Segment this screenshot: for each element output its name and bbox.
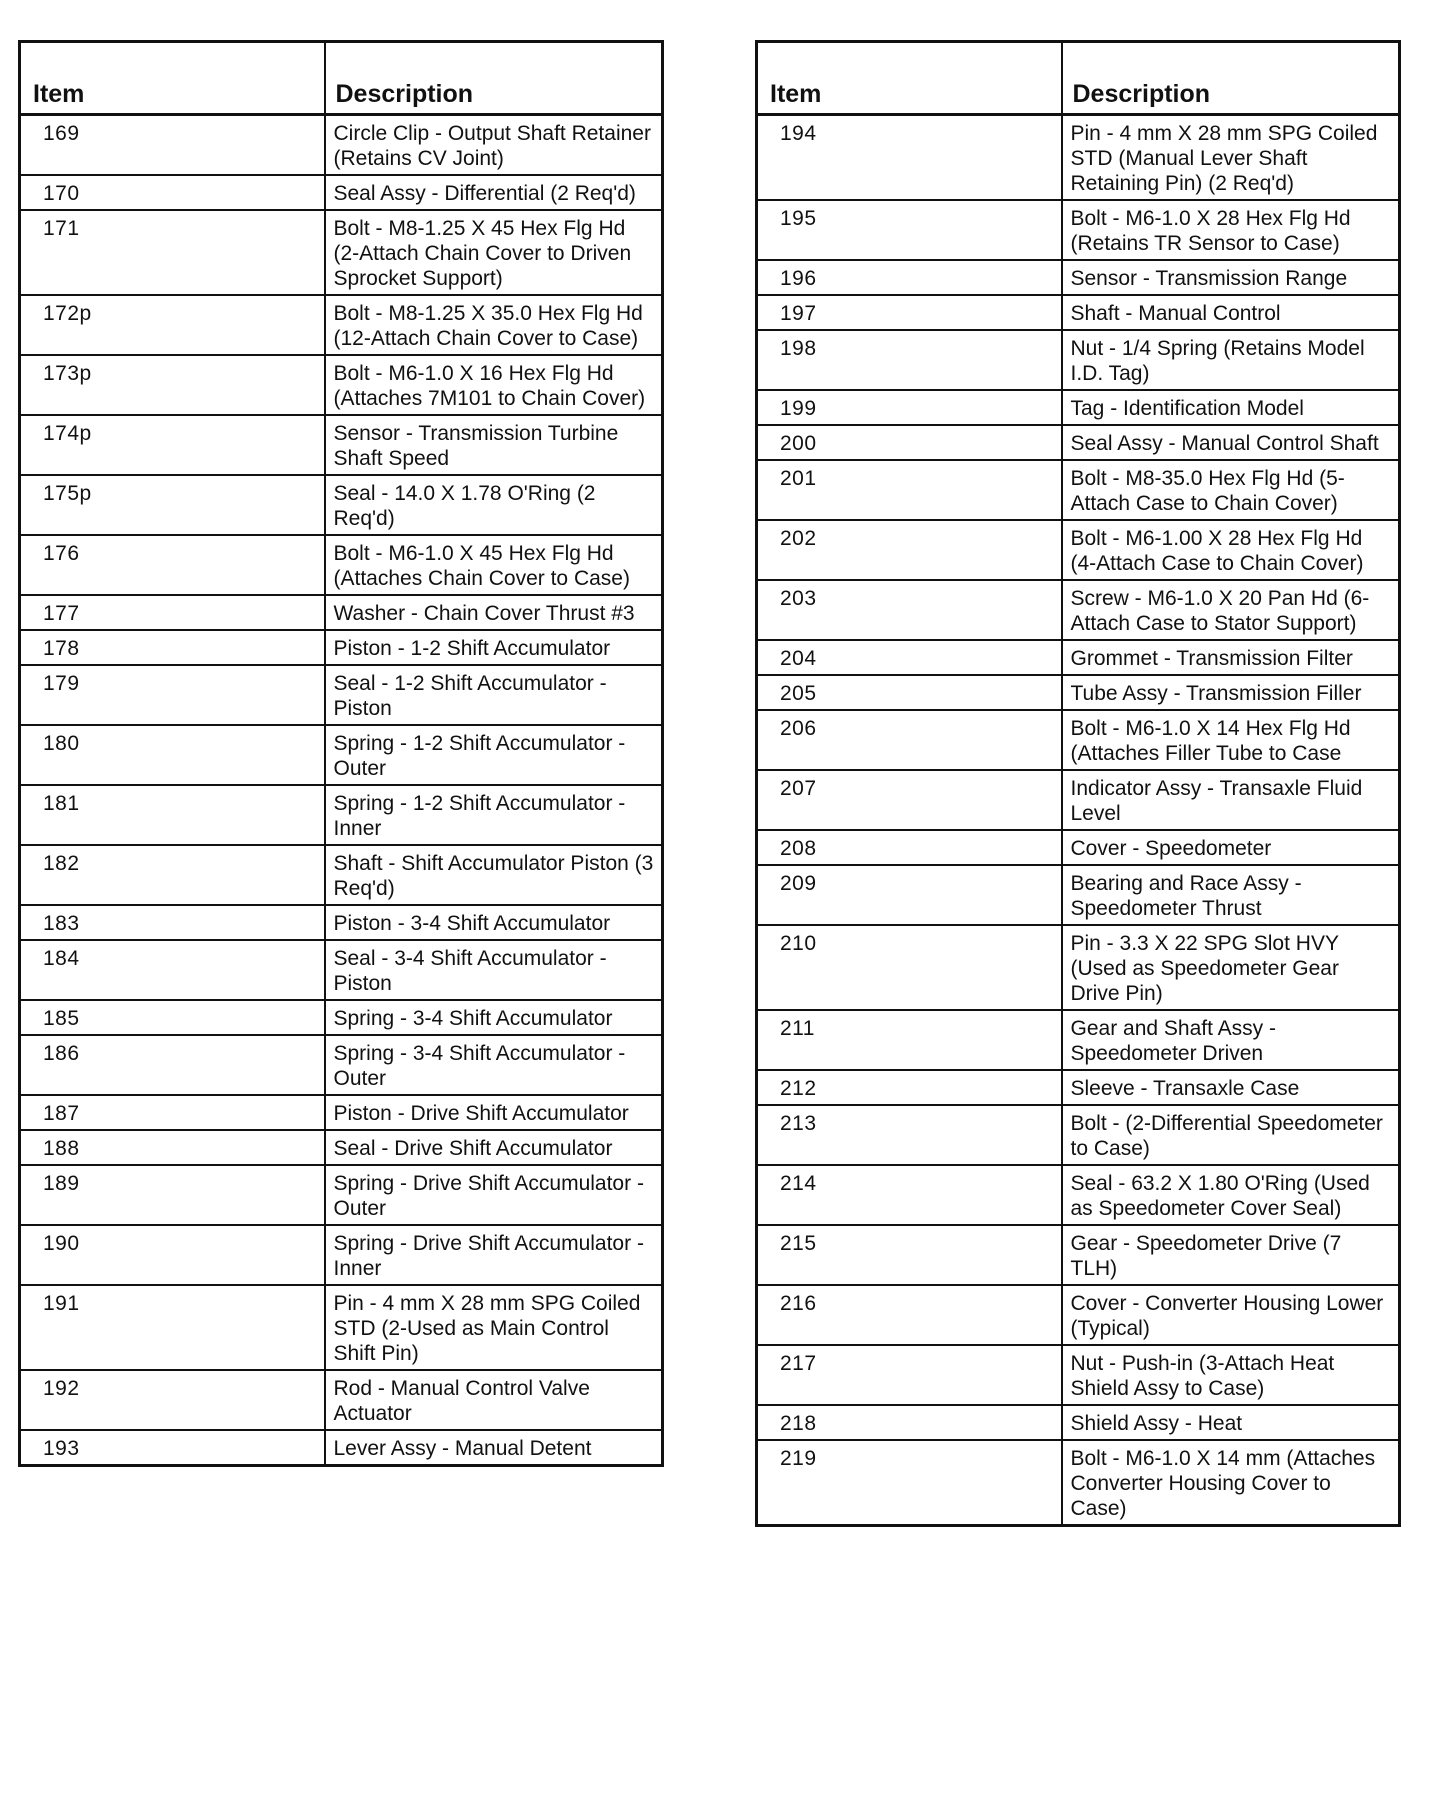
table-row [20, 1285, 663, 1370]
table-row [20, 1130, 663, 1165]
item-description: Seal Assy - Manual Control Shaft [1062, 425, 1400, 460]
table-row [757, 390, 1400, 425]
table-row [757, 330, 1400, 390]
table-row [20, 475, 663, 535]
item-number: 174p [20, 415, 325, 475]
item-number: 171 [20, 210, 325, 295]
item-number: 191 [20, 1285, 325, 1370]
item-number: 210 [757, 925, 1062, 1010]
table-row [20, 210, 663, 295]
item-description: Seal Assy - Differential (2 Req'd) [325, 175, 663, 210]
column-header-item: Item [757, 42, 1062, 115]
table-row [757, 520, 1400, 580]
table-row [20, 415, 663, 475]
item-number: 213 [757, 1105, 1062, 1165]
item-description: Spring - 3-4 Shift Accumulator - Outer [325, 1035, 663, 1095]
item-description: Bolt - M8-35.0 Hex Flg Hd (5-Attach Case to Chain Cover) [1062, 460, 1400, 520]
item-description: Bolt - (2-Differential Speedometer to Case) [1062, 1105, 1400, 1165]
table-row [20, 535, 663, 595]
item-description: Bolt - M8-1.25 X 35.0 Hex Flg Hd (12-Attach Chain Cover to Case) [325, 295, 663, 355]
table-row [757, 580, 1400, 640]
table-row [757, 1225, 1400, 1285]
item-description: Pin - 4 mm X 28 mm SPG Coiled STD (Manual Lever Shaft Retaining Pin) (2 Req'd) [1062, 115, 1400, 201]
item-number: 187 [20, 1095, 325, 1130]
item-description: Shaft - Shift Accumulator Piston (3 Req'd) [325, 845, 663, 905]
table-row [757, 640, 1400, 675]
item-number: 181 [20, 785, 325, 845]
item-description: Bearing and Race Assy - Speedometer Thrust [1062, 865, 1400, 925]
item-number: 188 [20, 1130, 325, 1165]
table-row [757, 460, 1400, 520]
item-description: Seal - 3-4 Shift Accumulator - Piston [325, 940, 663, 1000]
table-row [757, 865, 1400, 925]
item-description: Circle Clip - Output Shaft Retainer (Retains CV Joint) [325, 115, 663, 176]
item-description: Rod - Manual Control Valve Actuator [325, 1370, 663, 1430]
item-number: 194 [757, 115, 1062, 201]
parts-table-left [18, 40, 664, 1467]
table-row [20, 725, 663, 785]
table-row [20, 175, 663, 210]
item-number: 179 [20, 665, 325, 725]
table-row [757, 1010, 1400, 1070]
header-row [20, 42, 663, 115]
header-row [757, 42, 1400, 115]
item-description: Seal - 1-2 Shift Accumulator - Piston [325, 665, 663, 725]
item-description: Bolt - M6-1.0 X 16 Hex Flg Hd (Attaches 7M101 to Chain Cover) [325, 355, 663, 415]
item-number: 209 [757, 865, 1062, 925]
item-number: 186 [20, 1035, 325, 1095]
item-description: Cover - Converter Housing Lower (Typical) [1062, 1285, 1400, 1345]
table-row [757, 1405, 1400, 1440]
item-description: Gear and Shaft Assy - Speedometer Driven [1062, 1010, 1400, 1070]
item-description: Sensor - Transmission Turbine Shaft Speed [325, 415, 663, 475]
table-row [20, 295, 663, 355]
item-number: 177 [20, 595, 325, 630]
item-description: Sensor - Transmission Range [1062, 260, 1400, 295]
item-description: Nut - 1/4 Spring (Retains Model I.D. Tag) [1062, 330, 1400, 390]
table-row [757, 425, 1400, 460]
item-number: 208 [757, 830, 1062, 865]
item-description: Spring - 1-2 Shift Accumulator - Inner [325, 785, 663, 845]
table-row [20, 630, 663, 665]
table-row [20, 905, 663, 940]
table-row [757, 925, 1400, 1010]
table-row [20, 845, 663, 905]
table-row [20, 940, 663, 1000]
item-description: Bolt - M6-1.0 X 28 Hex Flg Hd (Retains TR Sensor to Case) [1062, 200, 1400, 260]
item-description: Bolt - M6-1.0 X 14 Hex Flg Hd (Attaches Filler Tube to Case [1062, 710, 1400, 770]
item-number: 185 [20, 1000, 325, 1035]
table-row [20, 355, 663, 415]
item-number: 201 [757, 460, 1062, 520]
column-header-description: Description [1062, 42, 1400, 115]
item-number: 203 [757, 580, 1062, 640]
table-row [20, 665, 663, 725]
item-number: 211 [757, 1010, 1062, 1070]
item-number: 218 [757, 1405, 1062, 1440]
table-row [20, 595, 663, 630]
item-description: Grommet - Transmission Filter [1062, 640, 1400, 675]
item-description: Screw - M6-1.0 X 20 Pan Hd (6-Attach Case to Stator Support) [1062, 580, 1400, 640]
item-description: Tube Assy - Transmission Filler [1062, 675, 1400, 710]
item-description: Seal - 63.2 X 1.80 O'Ring (Used as Speedometer Cover Seal) [1062, 1165, 1400, 1225]
item-description: Spring - 1-2 Shift Accumulator - Outer [325, 725, 663, 785]
item-number: 199 [757, 390, 1062, 425]
item-description: Bolt - M6-1.00 X 28 Hex Flg Hd (4-Attach Case to Chain Cover) [1062, 520, 1400, 580]
table-row [20, 1035, 663, 1095]
item-description: Cover - Speedometer [1062, 830, 1400, 865]
column-header-item: Item [20, 42, 325, 115]
table-row [757, 295, 1400, 330]
item-number: 215 [757, 1225, 1062, 1285]
item-number: 176 [20, 535, 325, 595]
table-row [757, 1440, 1400, 1526]
table-row [20, 1165, 663, 1225]
item-description: Spring - Drive Shift Accumulator - Outer [325, 1165, 663, 1225]
table-row [20, 1000, 663, 1035]
item-number: 175p [20, 475, 325, 535]
item-number: 198 [757, 330, 1062, 390]
table-row [757, 1285, 1400, 1345]
item-number: 193 [20, 1430, 325, 1466]
table-row [757, 260, 1400, 295]
item-number: 217 [757, 1345, 1062, 1405]
item-number: 202 [757, 520, 1062, 580]
table-row [20, 1225, 663, 1285]
item-description: Shaft - Manual Control [1062, 295, 1400, 330]
item-number: 170 [20, 175, 325, 210]
item-number: 216 [757, 1285, 1062, 1345]
item-description: Bolt - M6-1.0 X 14 mm (Attaches Converter Housing Cover to Case) [1062, 1440, 1400, 1526]
table-row [20, 1095, 663, 1130]
item-number: 214 [757, 1165, 1062, 1225]
table-row [757, 1105, 1400, 1165]
table-row [757, 115, 1400, 201]
table-row [20, 115, 663, 176]
table-row [20, 1430, 663, 1466]
item-description: Spring - Drive Shift Accumulator - Inner [325, 1225, 663, 1285]
item-number: 172p [20, 295, 325, 355]
table-row [757, 1070, 1400, 1105]
item-description: Tag - Identification Model [1062, 390, 1400, 425]
item-description: Spring - 3-4 Shift Accumulator [325, 1000, 663, 1035]
item-number: 184 [20, 940, 325, 1000]
item-description: Piston - 3-4 Shift Accumulator [325, 905, 663, 940]
item-number: 195 [757, 200, 1062, 260]
item-description: Bolt - M8-1.25 X 45 Hex Flg Hd (2-Attach Chain Cover to Driven Sprocket Support) [325, 210, 663, 295]
item-number: 206 [757, 710, 1062, 770]
table-row [20, 785, 663, 845]
item-number: 197 [757, 295, 1062, 330]
item-description: Piston - Drive Shift Accumulator [325, 1095, 663, 1130]
item-description: Gear - Speedometer Drive (7 TLH) [1062, 1225, 1400, 1285]
item-number: 204 [757, 640, 1062, 675]
item-number: 207 [757, 770, 1062, 830]
table-row [20, 1370, 663, 1430]
table-row [757, 770, 1400, 830]
item-number: 219 [757, 1440, 1062, 1526]
item-description: Indicator Assy - Transaxle Fluid Level [1062, 770, 1400, 830]
item-description: Seal - Drive Shift Accumulator [325, 1130, 663, 1165]
table-row [757, 675, 1400, 710]
table-row [757, 830, 1400, 865]
column-header-description: Description [325, 42, 663, 115]
item-number: 205 [757, 675, 1062, 710]
item-description: Pin - 4 mm X 28 mm SPG Coiled STD (2-Used as Main Control Shift Pin) [325, 1285, 663, 1370]
item-description: Lever Assy - Manual Detent [325, 1430, 663, 1466]
table-row [757, 200, 1400, 260]
item-number: 190 [20, 1225, 325, 1285]
item-description: Seal - 14.0 X 1.78 O'Ring (2 Req'd) [325, 475, 663, 535]
item-number: 189 [20, 1165, 325, 1225]
item-description: Sleeve - Transaxle Case [1062, 1070, 1400, 1105]
item-description: Pin - 3.3 X 22 SPG Slot HVY (Used as Speedometer Gear Drive Pin) [1062, 925, 1400, 1010]
item-number: 183 [20, 905, 325, 940]
item-number: 196 [757, 260, 1062, 295]
item-number: 173p [20, 355, 325, 415]
item-number: 212 [757, 1070, 1062, 1105]
item-number: 200 [757, 425, 1062, 460]
parts-table-right [755, 40, 1401, 1527]
item-description: Shield Assy - Heat [1062, 1405, 1400, 1440]
item-description: Bolt - M6-1.0 X 45 Hex Flg Hd (Attaches Chain Cover to Case) [325, 535, 663, 595]
table-row [757, 710, 1400, 770]
item-number: 182 [20, 845, 325, 905]
item-description: Nut - Push-in (3-Attach Heat Shield Assy to Case) [1062, 1345, 1400, 1405]
item-description: Washer - Chain Cover Thrust #3 [325, 595, 663, 630]
item-number: 178 [20, 630, 325, 665]
item-number: 169 [20, 115, 325, 176]
table-row [757, 1165, 1400, 1225]
item-description: Piston - 1-2 Shift Accumulator [325, 630, 663, 665]
table-row [757, 1345, 1400, 1405]
item-number: 180 [20, 725, 325, 785]
item-number: 192 [20, 1370, 325, 1430]
